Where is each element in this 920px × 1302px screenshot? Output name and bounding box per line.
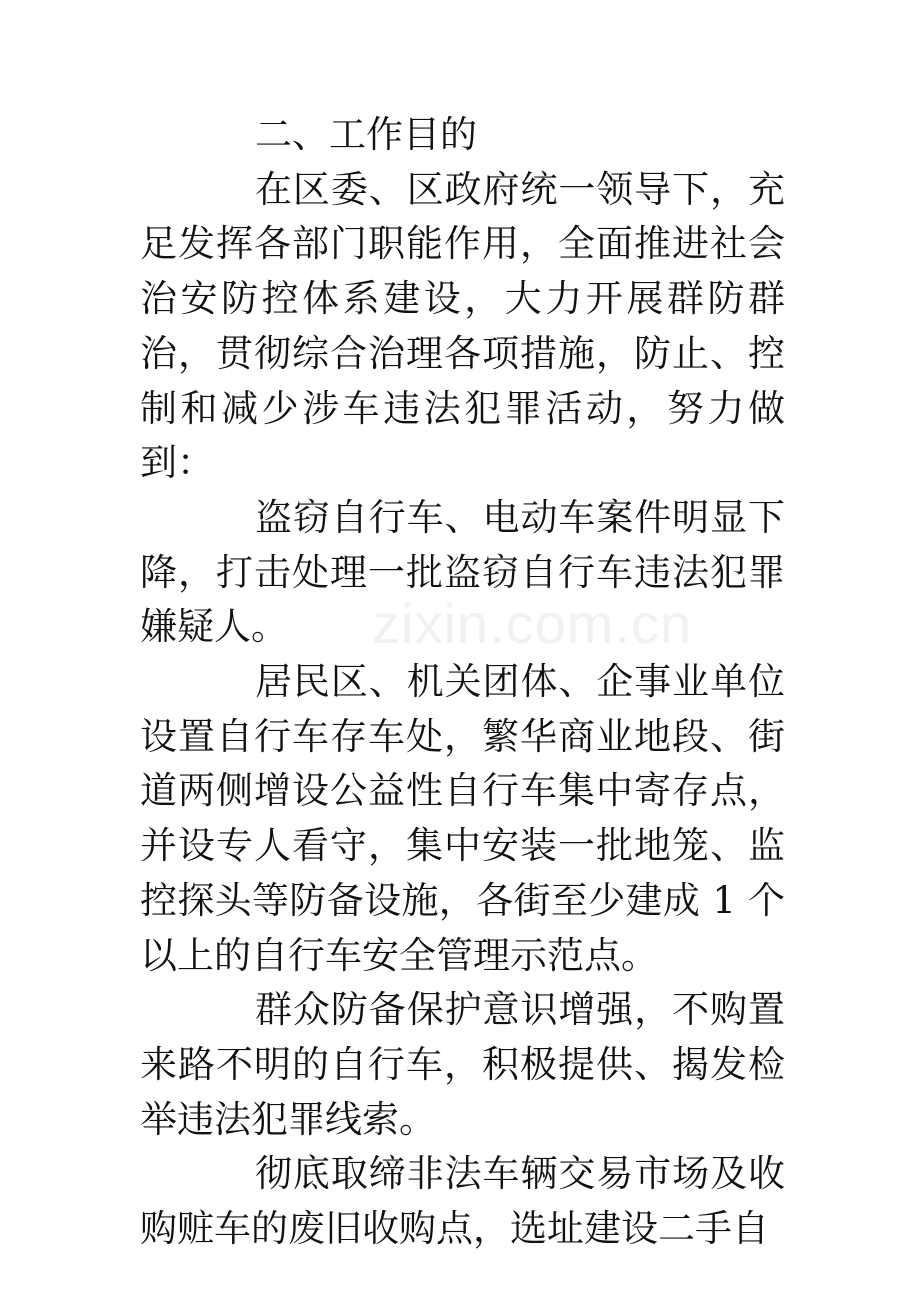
watermark: zixin.com.cn — [372, 592, 693, 655]
paragraph-1: 在区委、区政府统一领导下，充足发挥各部门职能作用，全面推进社会治安防控体系建设，大力开展群防群治，贯彻综合治理各项措施，防止、控制和减少涉车违法犯罪活动，努力做到： — [140, 167, 785, 485]
document-body — [140, 108, 785, 1257]
paragraph-3: 居民区、机关团体、企事业单位设置自行车存车处，繁华商业地段、街道两侧增设公益性自行车集中寄存点，并设专人看守，集中安装一批地笼、监控探头等防备设施，各街至少建成 1 个以上的自行车安全管理示范点。 — [140, 660, 785, 977]
section-heading: 二、工作目的 — [255, 113, 477, 156]
paragraph-2: 盗窃自行车、电动车案件明显下降，打击处理一批盗窃自行车违法犯罪嫌疑人。 — [140, 495, 785, 649]
paragraph-4: 群众防备保护意识增强，不购置来路不明的自行车，积极提供、揭发检举违法犯罪线索。 — [140, 988, 785, 1141]
paragraph-5: 彻底取缔非法车辆交易市场及收购赃车的废旧收购点，选址建设二手自 — [140, 1152, 785, 1251]
